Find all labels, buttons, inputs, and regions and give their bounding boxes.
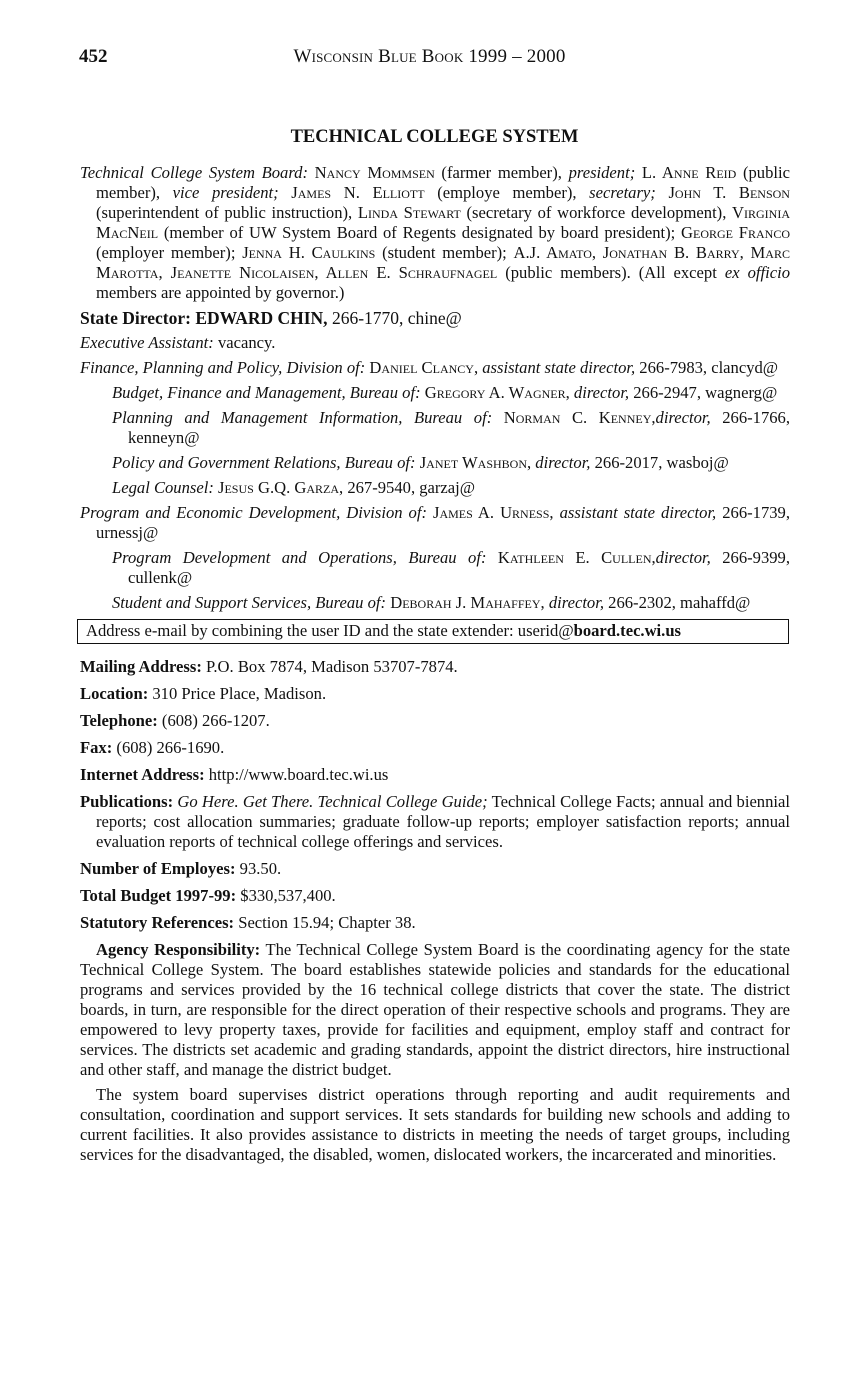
running-head: Wisconsin Blue Book 1999 – 2000	[293, 46, 566, 67]
exec-assistant-label: Executive Assistant:	[80, 333, 214, 352]
mailing-address-label: Mailing Address:	[80, 657, 202, 676]
fax-value: (608) 266-1690.	[112, 738, 225, 757]
telephone-value: (608) 266-1207.	[157, 711, 270, 730]
board-member-desc: (employer member);	[96, 243, 243, 262]
email-note-text: Address e-mail by combining the user ID and the state extender: userid@	[86, 621, 574, 640]
fax-entry	[80, 738, 790, 758]
board-ex-officio: ex officio	[724, 263, 790, 282]
bureau-label: Policy and Government Relations, Bureau of:	[112, 453, 416, 472]
bureau-label: Student and Support Services, Bureau of:	[112, 593, 387, 612]
board-label: Technical College System Board:	[80, 163, 308, 182]
publications-label: Publications:	[80, 792, 174, 811]
board-member-role: president;	[568, 163, 636, 182]
agency-responsibility-paragraph	[80, 940, 790, 1080]
bureau-contact: 266-9399, cullenk@	[128, 548, 790, 587]
statutory-value: Section 15.94; Chapter 38.	[234, 913, 416, 932]
state-director-name: EDWARD CHIN,	[190, 308, 328, 328]
board-public-members: A.J. Amato, Jonathan B. Barry, Marc Marotta, Jeanette Nicolaisen, Allen E. Schraufnagel	[96, 243, 790, 282]
internet-address-link[interactable]: http://www.board.tec.wi.us	[204, 765, 389, 784]
legal-counsel-label: Legal Counsel:	[112, 478, 214, 497]
board-member-name: John T. Benson	[655, 183, 790, 202]
bureau-head-name: Kathleen E. Cullen,	[486, 548, 656, 567]
location-entry	[80, 684, 790, 704]
board-member-desc: (secretary of workforce development),	[460, 203, 733, 222]
board-member-desc: (student member);	[375, 243, 514, 262]
internet-entry	[80, 765, 790, 785]
bureau-contact: 266-2302, mahaffd@	[604, 593, 751, 612]
board-member-name: James N. Elliott	[278, 183, 425, 202]
agency-supervision-paragraph: The system board supervises district operations through reporting and audit requirements and consultation, coordination and support services. It sets standards for building new schools and adding to current facilities. It also provides assistance to districts in meeting the needs of target groups, including services for the disadvantaged, the disabled, women, dislocated workers, the incarcerated and minorities.	[80, 1085, 790, 1164]
state-director-contact: 266-1770, chine@	[327, 308, 462, 328]
budget-bureau-entry	[112, 383, 790, 403]
employes-value: 93.50.	[235, 859, 282, 878]
program-division-entry	[80, 503, 790, 543]
division-head-name: Daniel Clancy,	[365, 358, 479, 377]
page-number: 452	[79, 46, 108, 67]
board-member-name: Virginia MacNeil	[96, 203, 791, 242]
policy-bureau-entry	[112, 453, 790, 473]
board-member-desc: (member of UW System Board of Regents designated by board president);	[158, 223, 682, 242]
board-member-name: Linda Stewart	[357, 203, 461, 222]
bureau-label: Planning and Management Information, Bureau of:	[112, 408, 493, 427]
document-body	[80, 163, 790, 1170]
bureau-head-title: director,	[569, 383, 630, 402]
bureau-head-name: Deborah J. Mahaffey,	[386, 593, 545, 612]
fax-label: Fax:	[80, 738, 113, 757]
bureau-head-title: director,	[544, 593, 604, 612]
bureau-head-title: director,	[655, 408, 711, 427]
mailing-address-entry	[80, 657, 790, 677]
bureau-head-name: Janet Washbon,	[415, 453, 532, 472]
legal-counsel-entry	[112, 478, 790, 498]
exec-assistant-entry	[80, 333, 790, 353]
statutory-label: Statutory References:	[80, 913, 235, 932]
board-tail: members are appointed by governor.)	[96, 283, 345, 302]
budget-entry	[80, 886, 790, 906]
board-member-desc: (farmer member),	[434, 163, 569, 182]
bureau-label: Budget, Finance and Management, Bureau of:	[112, 383, 421, 402]
division-label: Finance, Planning and Policy, Division of:	[80, 358, 366, 377]
publications-italic-titles: Go Here. Get There. Technical College Guide;	[173, 792, 488, 811]
internet-label: Internet Address:	[80, 765, 205, 784]
location-value: 310 Price Place, Madison.	[148, 684, 327, 703]
state-director-entry	[80, 308, 790, 328]
division-head-name: James A. Urness,	[427, 503, 554, 522]
publications-value: Technical College Facts; annual and biennial reports; cost allocation summaries; graduate follow-up reports; employer satisfaction reports; annual evaluation reports of technical college offerings and services.	[96, 792, 790, 851]
employes-label: Number of Employes:	[80, 859, 236, 878]
telephone-label: Telephone:	[80, 711, 158, 730]
bureau-contact: 266-2017, wasboj@	[590, 453, 729, 472]
email-note-domain: board.tec.wi.us	[573, 621, 682, 640]
board-member-name: George Franco	[681, 223, 790, 242]
board-member-desc: (employe member),	[424, 183, 590, 202]
board-public-desc: (public members). (All except	[497, 263, 725, 282]
legal-counsel-contact: 267-9540, garzaj@	[343, 478, 476, 497]
state-director-label: State Director:	[80, 308, 191, 328]
bureau-contact: 266-2947, wagnerg@	[629, 383, 778, 402]
statutory-entry	[80, 913, 790, 933]
division-contact: 266-7983, clancyd@	[635, 358, 779, 377]
planning-bureau-entry	[112, 408, 790, 448]
board-member-role: vice president;	[172, 183, 279, 202]
bureau-head-name: Gregory A. Wagner,	[420, 383, 570, 402]
budget-value: $330,537,400.	[236, 886, 336, 905]
page-title: TECHNICAL COLLEGE SYSTEM	[290, 127, 579, 147]
location-label: Location:	[80, 684, 149, 703]
agency-responsibility-label: Agency Responsibility:	[96, 940, 261, 959]
division-head-title: assistant state director,	[553, 503, 717, 522]
finance-division-entry	[80, 358, 790, 378]
telephone-entry	[80, 711, 790, 731]
board-member-role: secretary;	[589, 183, 656, 202]
board-member-name: Nancy Mommsen	[314, 163, 435, 182]
division-label: Program and Economic Development, Division of:	[80, 503, 427, 522]
bureau-head-title: director,	[655, 548, 711, 567]
email-note-box	[77, 619, 789, 644]
program-bureau-entry	[112, 548, 790, 588]
student-bureau-entry	[112, 593, 790, 613]
division-contact: 266-1739, urnessj@	[96, 503, 790, 542]
board-member-name: L. Anne Reid	[635, 163, 737, 182]
division-head-title: assistant state director,	[478, 358, 636, 377]
bureau-head-title: director,	[531, 453, 591, 472]
exec-assistant-value: vacancy.	[213, 333, 276, 352]
board-entry	[80, 163, 790, 303]
publications-entry	[80, 792, 790, 852]
mailing-address-value: P.O. Box 7874, Madison 53707-7874.	[201, 657, 458, 676]
bureau-label: Program Development and Operations, Bureau of:	[112, 548, 487, 567]
budget-label: Total Budget 1997-99:	[80, 886, 237, 905]
agency-responsibility-text: The Technical College System Board is the coordinating agency for the state Technical College System. The board establishes statewide policies and standards for the educational programs and services provided by the 16 technical college districts that cover the state. The district boards, in turn, are responsible for the direct operation of their respective schools and programs. They are empowered to levy property taxes, provide for facilities and equipment, employ staff and contract for services. The districts set academic and grading standards, appoint the district directors, hire instructional and other staff, and manage the district budget.	[80, 940, 790, 1079]
employes-entry	[80, 859, 790, 879]
board-member-name: Jenna H. Caulkins	[242, 243, 376, 262]
bureau-head-name: Norman C. Kenney,	[492, 408, 656, 427]
board-member-desc: (superintendent of public instruction),	[96, 203, 358, 222]
board-member-desc: (public member),	[96, 163, 790, 202]
bureau-contact: 266-1766, kenneyn@	[128, 408, 791, 447]
legal-counsel-name: Jesus G.Q. Garza,	[213, 478, 344, 497]
